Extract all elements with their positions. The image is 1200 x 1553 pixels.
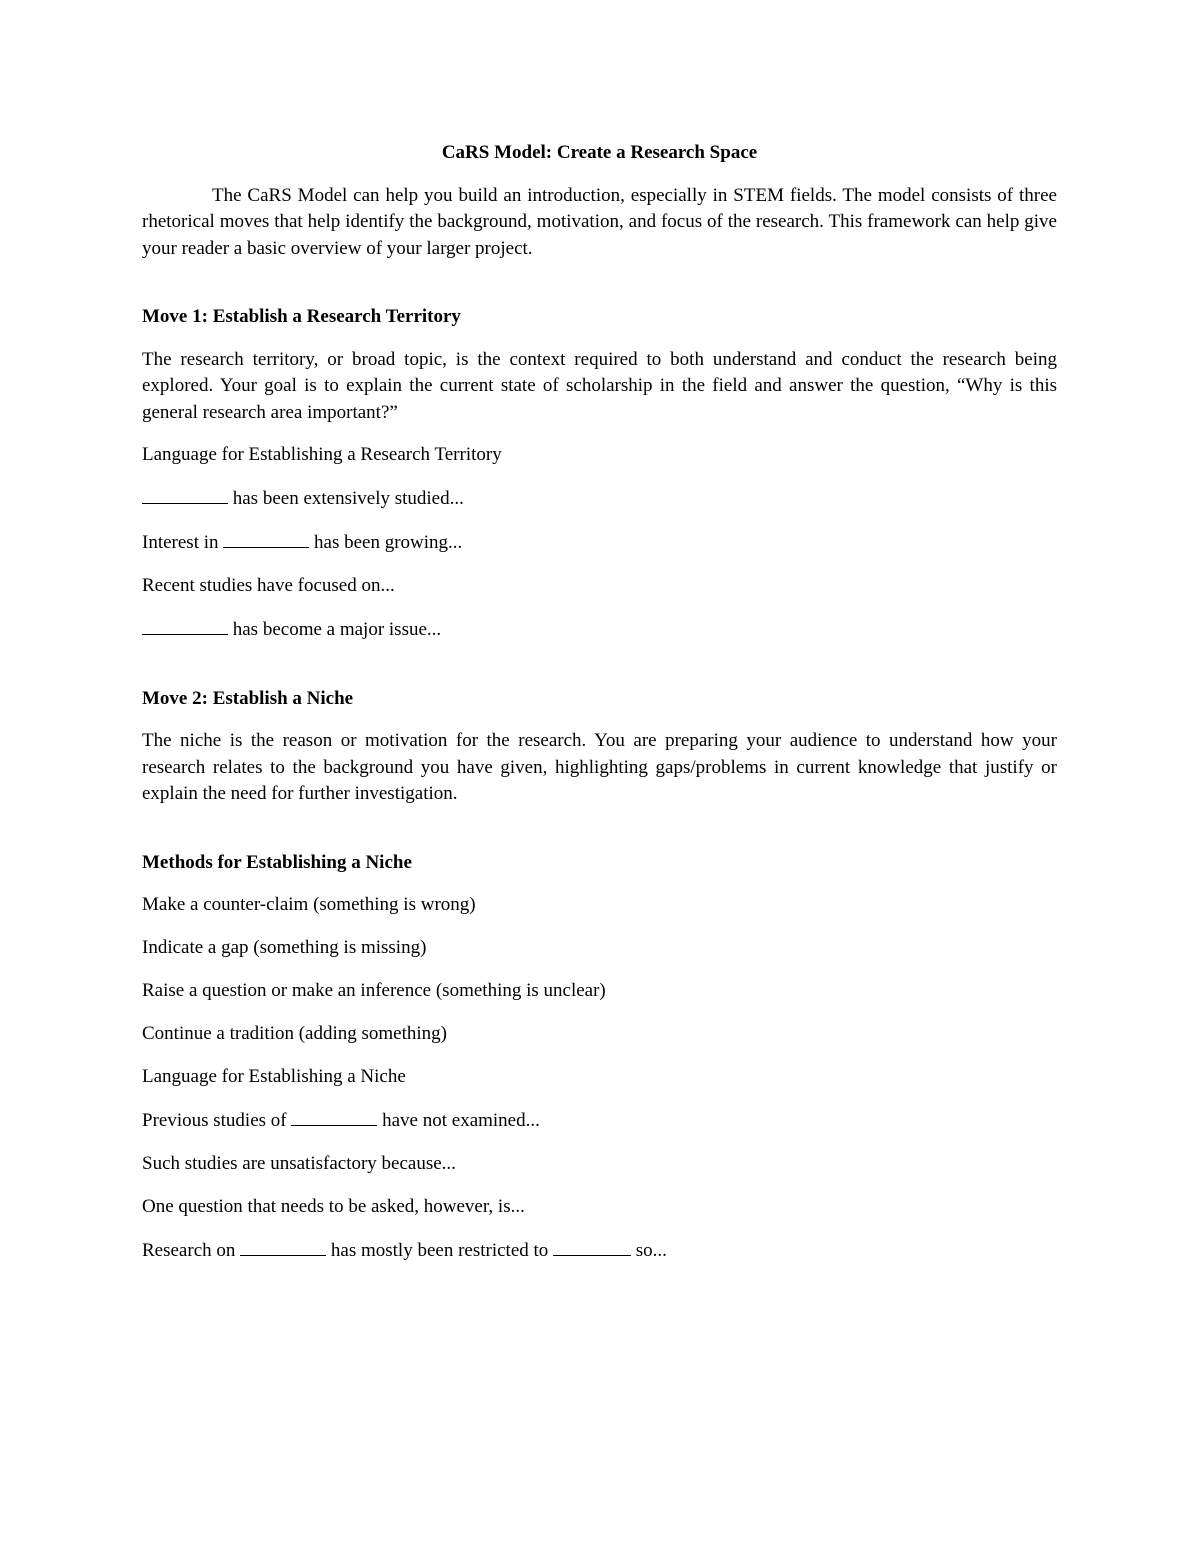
fill-in-blank (142, 616, 228, 635)
move2-heading: Move 2: Establish a Niche (142, 687, 354, 709)
move1-heading: Move 1: Establish a Research Territory (142, 306, 461, 327)
methods-language-heading: Language for Establishing a Niche (142, 1066, 406, 1087)
document-page (142, 140, 1057, 1265)
phrase-text: Previous studies of (142, 1110, 292, 1131)
fill-in-blank (142, 485, 228, 504)
phrase-text: have not examined... (377, 1110, 540, 1131)
move1-phrase-2 (142, 529, 1057, 557)
phrase-text: Interest in (142, 532, 224, 553)
niche-phrase-3: One question that needs to be asked, however, is... (142, 1196, 525, 1217)
move1-phrase-4 (142, 616, 1057, 644)
methods-heading: Methods for Establishing a Niche (142, 851, 412, 873)
niche-phrase-1 (142, 1107, 1057, 1135)
phrase-text: has been extensively studied... (228, 488, 464, 509)
method-item: Raise a question or make an inference (something is unclear) (142, 980, 606, 1001)
fill-in-blank (240, 1237, 326, 1256)
move1-phrase-3: Recent studies have focused on... (142, 575, 395, 596)
move1-language-heading: Language for Establishing a Research Territory (142, 444, 502, 465)
fill-in-blank (291, 1107, 377, 1126)
phrase-text: has been growing... (309, 532, 463, 553)
document-title: CaRS Model: Create a Research Space (441, 142, 758, 163)
niche-phrase-4 (142, 1237, 1057, 1265)
move2-paragraph: The niche is the reason or motivation for the research. You are preparing your audience to understand how your research relates to the background you have given, highlighting gaps/problems in current knowledge that justify or explain the need for further investigation. (142, 730, 1057, 804)
method-item: Make a counter-claim (something is wrong) (142, 894, 476, 915)
method-item: Continue a tradition (adding something) (142, 1023, 448, 1044)
phrase-text: has mostly been restricted to (326, 1240, 554, 1261)
niche-phrase-2: Such studies are unsatisfactory because... (142, 1153, 456, 1174)
intro-paragraph: The CaRS Model can help you build an introduction, especially in STEM fields. The model consists of three rhetorical moves that help identify the background, motivation, and focus of the research. This framework can help give your reader a basic overview of your larger project. (142, 184, 1057, 259)
phrase-text: has become a major issue... (228, 619, 442, 640)
fill-in-blank (553, 1237, 631, 1256)
move1-phrase-1 (142, 485, 1057, 513)
move1-paragraph: The research territory, or broad topic, is the context required to both understand and conduct the research being explored. Your goal is to explain the current state of scholarship in the field and answer the question, “Why is this general research area important?” (142, 348, 1057, 423)
method-item: Indicate a gap (something is missing) (142, 937, 427, 958)
phrase-text: so... (631, 1240, 667, 1261)
phrase-text: Research on (142, 1240, 241, 1261)
fill-in-blank (223, 529, 309, 548)
